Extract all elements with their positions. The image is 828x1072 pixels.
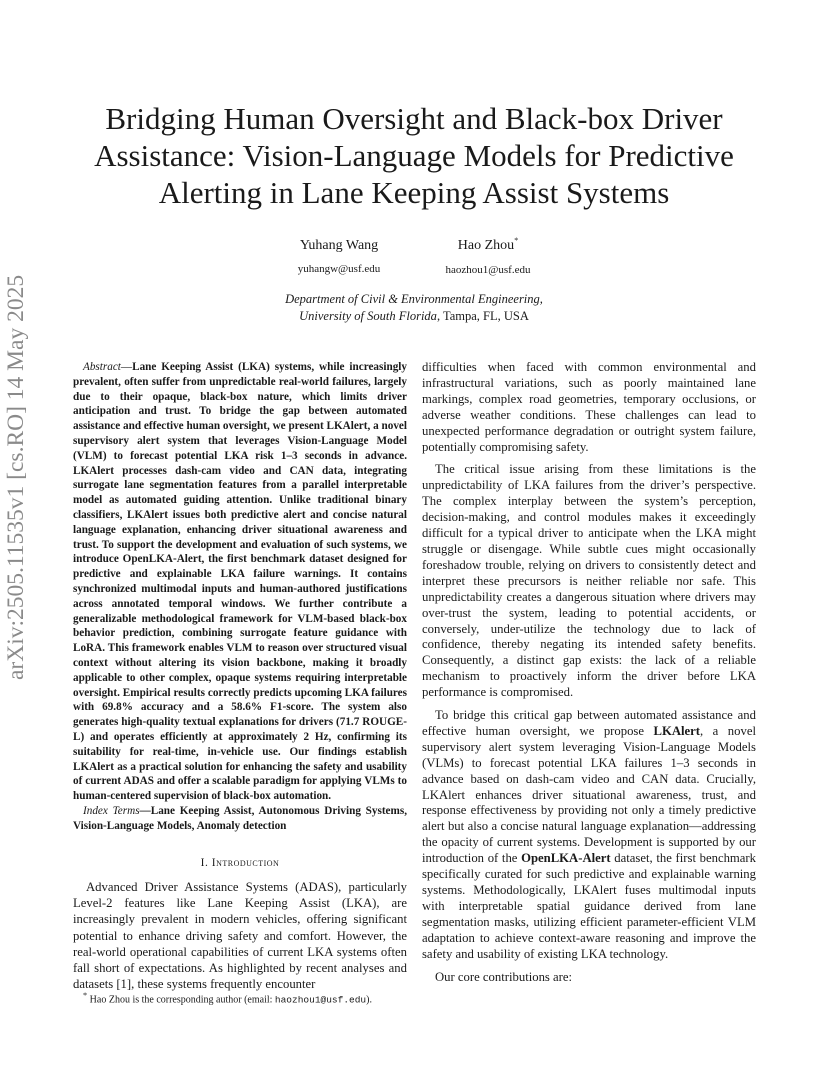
right-column xyxy=(422,360,756,992)
affiliation xyxy=(150,291,678,325)
author-2 xyxy=(428,232,548,277)
footnote-mark: * xyxy=(83,991,88,1000)
system-name: LKAlert xyxy=(653,723,701,738)
paper-title xyxy=(60,100,768,211)
title-line-2: Assistance: Vision-Language Models for Predictive xyxy=(94,138,734,173)
author-name: Yuhang Wang xyxy=(299,238,379,253)
paragraph: difficulties when faced with common environmental and infrastructural variations, such as poorly maintained lane markings, complex road geometries, temporary occlusions, or adverse weather conditions. These challenges can lead to unexpected performance degradation or outright system failure, potentially compromising safety. xyxy=(422,360,756,454)
paragraph: The critical issue arising from these limitations is the unpredictability of LKA failures from the driver’s perspective. The complex interplay between the system’s perception, decision-making, and control modules makes it exceedingly difficult for a typical driver to anticipate when the LKA might struggle or disengage. While subtle cues might occasionally foreshadow trouble, relying on drivers to consistently detect and interpret these precursors is neither reliable nor safe. This unpredictability creates a dangerous situation where drivers may over-trust the system, leading to potential accidents, or conversely, under-utilize the technology due to lack of confidence, thereby negating its intended safety benefits. Consequently, a distinct gap exists: the lack of a reliable mechanism to proactively inform the driver before LKA performance is compromised. xyxy=(422,462,756,700)
section-title: Introduction xyxy=(211,856,280,869)
section-heading-introduction xyxy=(73,856,407,872)
affiliation-location: , Tampa, FL, USA xyxy=(436,309,529,323)
section-number: I. xyxy=(200,856,212,869)
index-terms-label: Index Terms xyxy=(83,804,140,817)
title-line-1: Bridging Human Oversight and Black-box Driver xyxy=(105,101,723,136)
text-run: dataset, the first benchmark specifically curated for such predictive and explainable warning systems. Methodologically, LKAlert fuses multimodal inputs with interpretable spatial guidance derived from lane segmentation masks, utilizing efficient parameter-efficient VLM adaptation to achieve context-aware reasoning and improve the safety and usability of existing LKA technology. xyxy=(422,851,757,961)
corresponding-mark: * xyxy=(514,236,519,245)
arxiv-side-identifier: arXiv:2505.11535v1 [cs.RO] 14 May 2025 xyxy=(3,274,29,680)
index-terms-text: Lane Keeping Assist, Autonomous Driving Systems, Vision-Language Models, Anomaly detection xyxy=(73,804,407,832)
paragraph-proposal xyxy=(422,708,756,963)
abstract-label: Abstract xyxy=(83,361,121,373)
footnote-email: haozhou1@usf.edu xyxy=(274,994,367,1006)
affiliation-line-1: Department of Civil & Environmental Engineering, xyxy=(285,292,543,306)
left-column xyxy=(73,360,407,992)
index-terms-dash: — xyxy=(139,804,151,817)
paragraph: Advanced Driver Assistance Systems (ADAS), particularly Level-2 features like Lane Keeping Assist (LKA), are increasingly prevalent in modern vehicles, offering significant potential to enhance driving safety and comfort. However, the real-world operational capabilities of current LKA systems often fall short of expectations. As highlighted by recent analyses and datasets [1], these systems frequently encounter xyxy=(73,880,407,991)
author-email: haozhou1@usf.edu xyxy=(445,264,531,276)
title-line-3: Alerting in Lane Keeping Assist Systems xyxy=(158,175,670,210)
author-1 xyxy=(284,232,394,276)
text-run: , a novel supervisory alert system leveraging Vision-Language Models (VLMs) to forecast potential LKA failures 1–3 seconds in advance based on dash-cam video and CAN data. Crucially, LKAlert enhances driver situational awareness, trust, and response effectiveness by providing not only a timely predictive alert but also a concise natural language explanation—addressing the opacity of current systems. Development is supported by our introduction of the xyxy=(422,723,756,866)
footnote-end: ). xyxy=(366,994,372,1006)
footnote xyxy=(73,989,407,1006)
abstract xyxy=(73,360,407,804)
index-terms xyxy=(73,804,407,834)
intro-body-left xyxy=(73,879,407,992)
paragraph: Our core contributions are: xyxy=(435,969,573,984)
affiliation-university: University of South Florida xyxy=(299,309,437,323)
abstract-dash: — xyxy=(120,361,133,373)
text-run: To bridge this critical gap between automated assistance and effective human oversight, we propose xyxy=(422,708,756,738)
author-name: Hao Zhou xyxy=(457,238,515,253)
author-email: yuhangw@usf.edu xyxy=(297,263,381,275)
abstract-text: Lane Keeping Assist (LKA) systems, while increasingly prevalent, often suffer from unpredictable real-world failures, largely due to their opaque, black-box nature, which limits driver anticipation and trust. To bridge the gap between automated assistance and effective human oversight, we present LKAlert, a novel supervisory alert system that leverages Vision-Language Model (VLM) to forecast potential LKA risk 1–3 seconds in advance. LKAlert processes dash-cam video and CAN data, integrating surrogate lane segmentation features from a parallel interpretable model as automated guiding attention. Unlike traditional binary classifiers, LKAlert issues both predictive alert and concise natural language explanation, enhancing driver situational awareness and trust. To support the development and evaluation of such systems, we introduce OpenLKA-Alert, the first benchmark dataset designed for predictive and explainable LKA failure warnings. It contains synchronized multimodal inputs and human-authored justifications across annotated temporal windows. We further contribute a generalizable methodological framework for VLM-based black-box behavior prediction, combining surrogate feature guidance with LoRA. This framework enables VLM to reason over structured visual context without altering its vision backbone, making it broadly applicable to other complex, opaque systems requiring interpretable oversight. Empirical results correctly predicts upcoming LKA failures with 69.8% accuracy and a 58.6% F1-score. The system also generates high-quality textual explanations for drivers (71.7 ROUGE-L) and operates efficiently at approximately 2 Hz, confirming its suitability for real-time, in-vehicle use. Our findings establish LKAlert as a practical solution for enhancing the safety and usability of current ADAS and offer a scalable paradigm for applying VLMs to human-centered supervision of black-box automation. xyxy=(73,361,407,803)
dataset-name: OpenLKA-Alert xyxy=(521,851,611,866)
footnote-text: Hao Zhou is the corresponding author (email: xyxy=(89,994,275,1006)
